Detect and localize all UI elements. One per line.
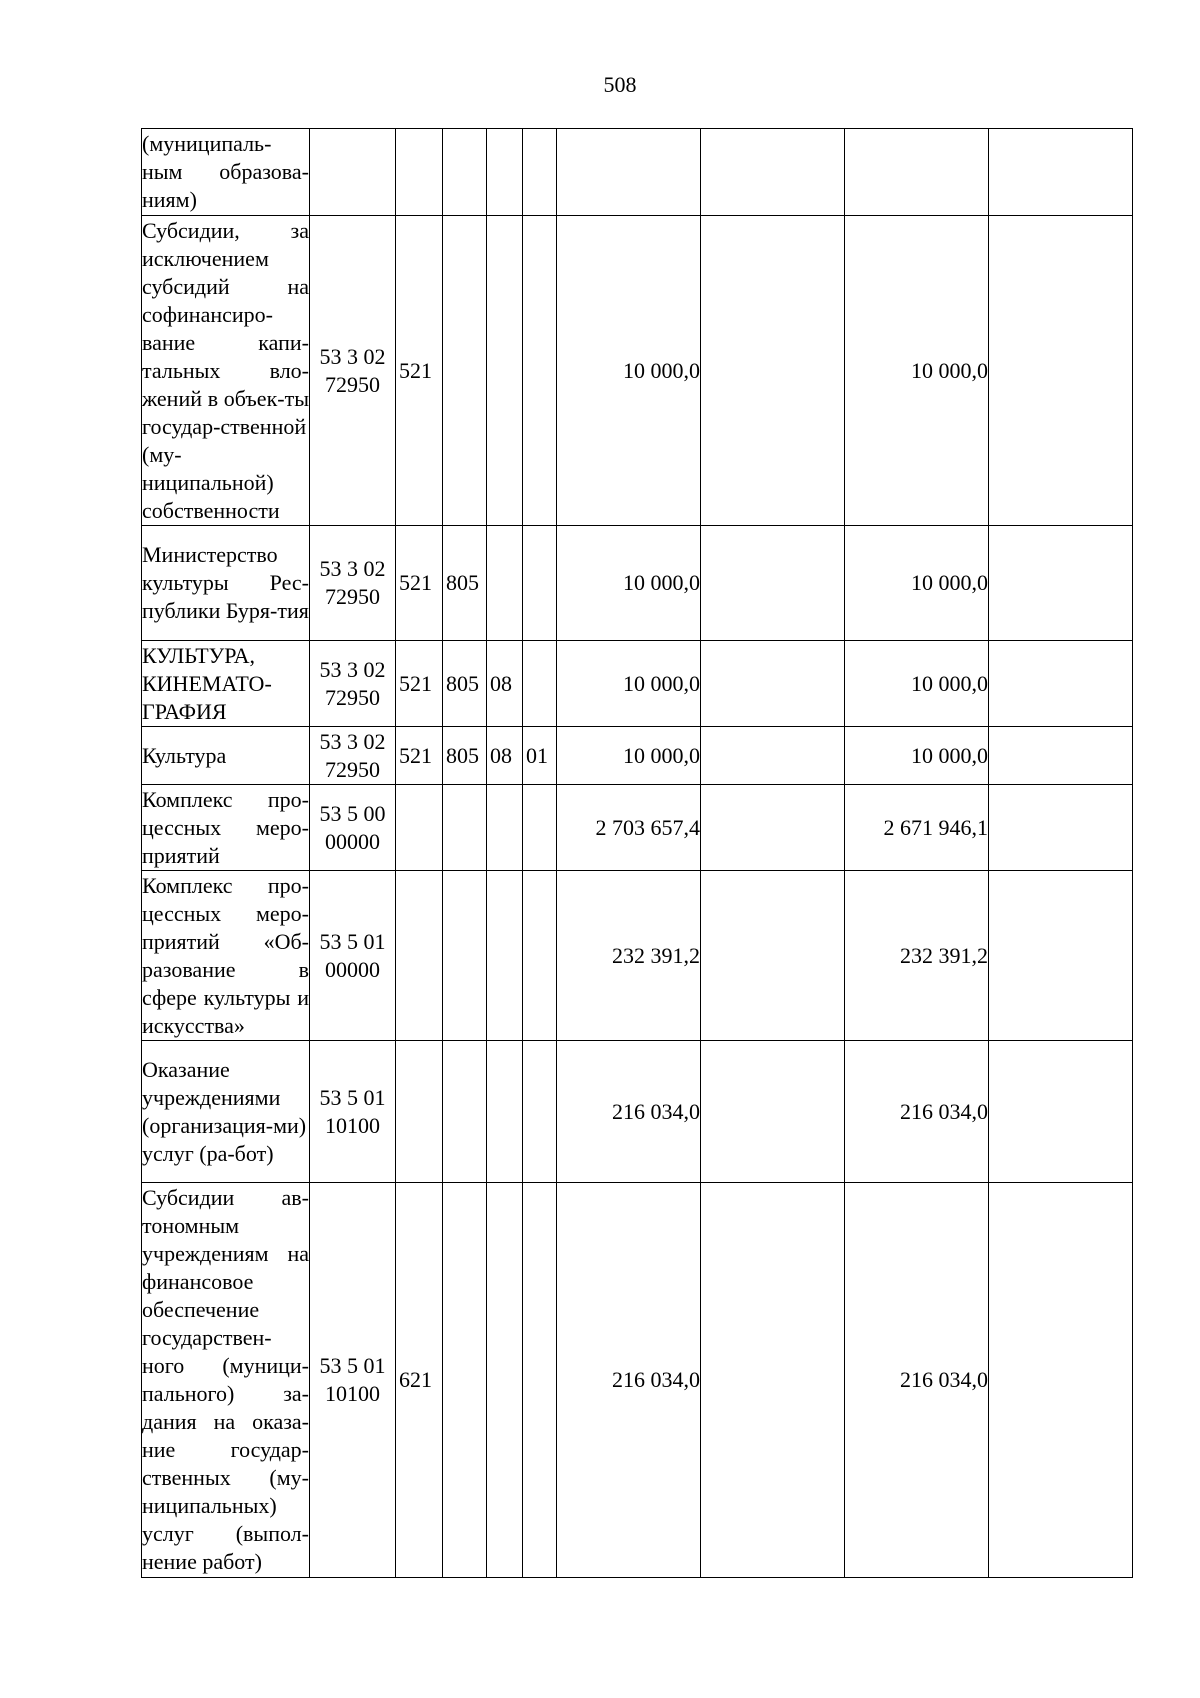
row-vr: 521 xyxy=(396,216,443,526)
table-row xyxy=(142,641,1133,727)
row-code: 53 5 01 10100 xyxy=(310,1041,396,1183)
row-sum-1 xyxy=(557,129,701,216)
row-code: 53 5 00 00000 xyxy=(310,785,396,871)
row-empty-1 xyxy=(701,1183,845,1578)
row-name: Культура xyxy=(142,727,310,785)
row-code: 53 3 02 72950 xyxy=(310,641,396,727)
row-pr xyxy=(523,526,557,641)
row-sum-2: 10 000,0 xyxy=(845,526,989,641)
row-rz xyxy=(487,1183,523,1578)
table-row xyxy=(142,1183,1133,1578)
row-code: 53 3 02 72950 xyxy=(310,216,396,526)
row-name: Министерство культуры Рес-публики Буря-тия xyxy=(142,526,310,641)
row-pr xyxy=(523,129,557,216)
row-name: КУЛЬТУРА, КИНЕМАТО-ГРАФИЯ xyxy=(142,641,310,727)
row-sum-2: 10 000,0 xyxy=(845,216,989,526)
row-empty-1 xyxy=(701,129,845,216)
row-sum-2: 216 034,0 xyxy=(845,1041,989,1183)
row-empty-2 xyxy=(989,1041,1133,1183)
row-empty-2 xyxy=(989,785,1133,871)
row-pr xyxy=(523,785,557,871)
row-sum-1: 216 034,0 xyxy=(557,1041,701,1183)
page-number: 508 xyxy=(603,72,637,97)
row-pr: 01 xyxy=(523,727,557,785)
row-sum-2: 232 391,2 xyxy=(845,871,989,1041)
row-vr: 521 xyxy=(396,641,443,727)
row-sum-1: 10 000,0 xyxy=(557,526,701,641)
row-sum-2 xyxy=(845,129,989,216)
table-row xyxy=(142,129,1133,216)
row-gr: 805 xyxy=(443,727,487,785)
row-sum-2: 216 034,0 xyxy=(845,1183,989,1578)
row-empty-1 xyxy=(701,727,845,785)
row-empty-2 xyxy=(989,641,1133,727)
row-empty-1 xyxy=(701,1041,845,1183)
row-code: 53 5 01 00000 xyxy=(310,871,396,1041)
row-rz: 08 xyxy=(487,727,523,785)
row-rz: 08 xyxy=(487,641,523,727)
row-rz xyxy=(487,871,523,1041)
row-sum-1: 232 391,2 xyxy=(557,871,701,1041)
row-empty-1 xyxy=(701,785,845,871)
row-gr xyxy=(443,871,487,1041)
row-name: Комплекс про-цессных меро-приятий «Об-разование в сфере культуры и искусства» xyxy=(142,871,310,1041)
row-gr: 805 xyxy=(443,641,487,727)
row-empty-2 xyxy=(989,526,1133,641)
row-gr: 805 xyxy=(443,526,487,641)
row-vr xyxy=(396,871,443,1041)
row-name: Субсидии, за исключением субсидий на софинансиро-вание капи-тальных вло-жений в объек-ты государ-ственной (му-ниципальной) собственности xyxy=(142,216,310,526)
row-gr xyxy=(443,785,487,871)
table-row xyxy=(142,216,1133,526)
table-row xyxy=(142,785,1133,871)
row-pr xyxy=(523,871,557,1041)
row-sum-2: 2 671 946,1 xyxy=(845,785,989,871)
row-gr xyxy=(443,129,487,216)
row-vr: 521 xyxy=(396,727,443,785)
row-vr xyxy=(396,129,443,216)
row-rz xyxy=(487,526,523,641)
row-code: 53 3 02 72950 xyxy=(310,727,396,785)
row-code: 53 3 02 72950 xyxy=(310,526,396,641)
row-sum-1: 10 000,0 xyxy=(557,216,701,526)
row-vr xyxy=(396,785,443,871)
row-sum-1: 10 000,0 xyxy=(557,727,701,785)
row-sum-2: 10 000,0 xyxy=(845,727,989,785)
row-gr xyxy=(443,1183,487,1578)
table-row xyxy=(142,871,1133,1041)
row-name: Комплекс про-цессных меро-приятий xyxy=(142,785,310,871)
row-sum-1: 10 000,0 xyxy=(557,641,701,727)
row-rz xyxy=(487,216,523,526)
row-sum-2: 10 000,0 xyxy=(845,641,989,727)
row-empty-2 xyxy=(989,871,1133,1041)
row-gr xyxy=(443,1041,487,1183)
row-name: Субсидии ав-тономным учреждениям на финансовое обеспечение государствен-ного (муници-пального) за-дания на оказа-ние государ-ственных (му-ниципальных) услуг (выпол-нение работ) xyxy=(142,1183,310,1578)
row-rz xyxy=(487,129,523,216)
row-code xyxy=(310,129,396,216)
row-empty-1 xyxy=(701,641,845,727)
row-name: Оказание учреждениями (организация-ми) услуг (ра-бот) xyxy=(142,1041,310,1183)
row-sum-1: 216 034,0 xyxy=(557,1183,701,1578)
row-empty-1 xyxy=(701,216,845,526)
row-vr: 621 xyxy=(396,1183,443,1578)
row-empty-2 xyxy=(989,727,1133,785)
table-row xyxy=(142,526,1133,641)
row-code: 53 5 01 10100 xyxy=(310,1183,396,1578)
row-sum-1: 2 703 657,4 xyxy=(557,785,701,871)
row-empty-2 xyxy=(989,1183,1133,1578)
row-vr: 521 xyxy=(396,526,443,641)
row-empty-1 xyxy=(701,526,845,641)
budget-table xyxy=(141,128,1133,1578)
row-pr xyxy=(523,216,557,526)
row-empty-2 xyxy=(989,129,1133,216)
row-rz xyxy=(487,1041,523,1183)
table-row xyxy=(142,1041,1133,1183)
row-pr xyxy=(523,641,557,727)
row-pr xyxy=(523,1041,557,1183)
row-empty-2 xyxy=(989,216,1133,526)
row-pr xyxy=(523,1183,557,1578)
row-vr xyxy=(396,1041,443,1183)
row-rz xyxy=(487,785,523,871)
table-row xyxy=(142,727,1133,785)
row-name: (муниципаль-ным образова-ниям) xyxy=(142,129,310,216)
row-empty-1 xyxy=(701,871,845,1041)
row-gr xyxy=(443,216,487,526)
